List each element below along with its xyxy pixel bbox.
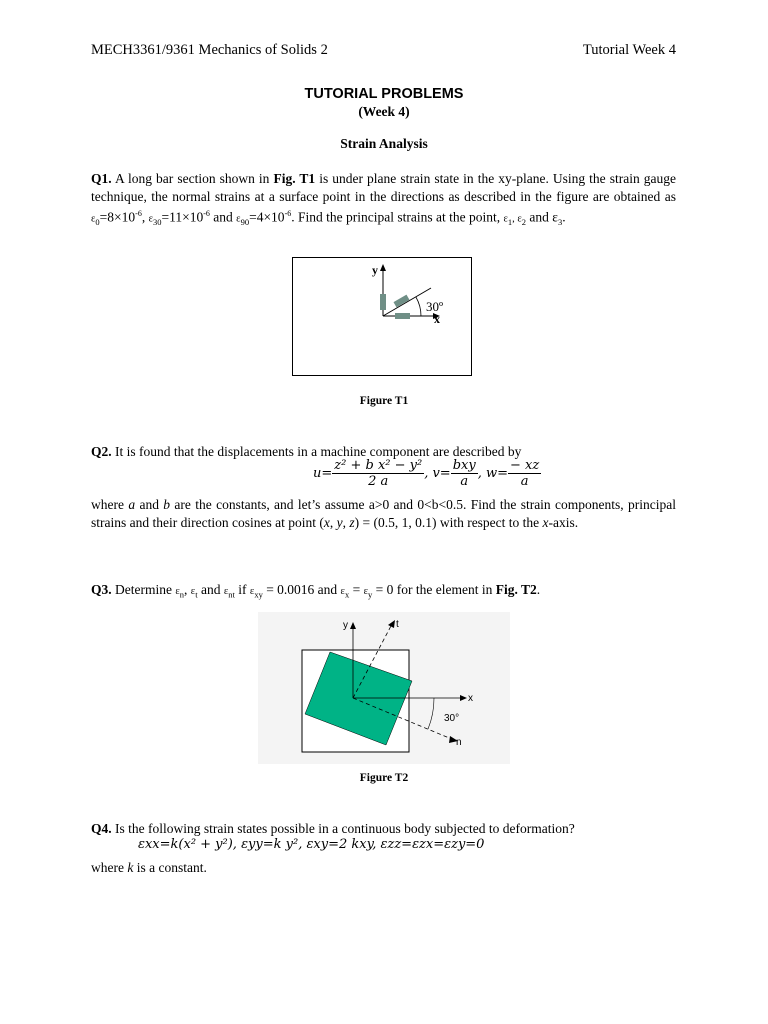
q2-v-den: a <box>460 474 469 489</box>
question-1 <box>91 170 676 232</box>
q3-fig-ref: Fig. T2 <box>495 582 537 597</box>
q3-text: if <box>234 582 250 597</box>
q3-text: = <box>349 582 364 597</box>
q3-text: . <box>536 582 541 597</box>
q1-strain-sub: 30 <box>153 217 162 228</box>
q2-u-den: 2 a <box>368 474 389 489</box>
q3-text: Determine <box>111 582 176 597</box>
q1-strain-val: =4×10 <box>249 209 285 225</box>
q3-text: , <box>184 582 191 597</box>
q3-label: Q3. <box>91 582 112 597</box>
q2-label: Q2. <box>91 444 112 459</box>
figure-t2-drawing <box>258 612 510 764</box>
q4-text: is a constant. <box>133 860 207 875</box>
q2-w-lhs: , w= <box>477 466 509 481</box>
q1-strain-val: =8×10 <box>99 209 136 225</box>
q1-strain-exp: -6 <box>203 209 210 218</box>
t1-x-label: x <box>434 312 440 326</box>
q2-var: x <box>323 514 330 530</box>
q1-principal-sub: 2 <box>521 217 527 228</box>
q1-strain-sub: 90 <box>240 217 250 228</box>
t1-y-label: y <box>372 263 378 277</box>
q2-u-num: z² + b x² − y² <box>334 458 423 473</box>
question-4 <box>91 820 676 838</box>
figure-t2-caption: Figure T2 <box>359 772 409 784</box>
q1-text: and <box>209 209 237 225</box>
q2-text: It is found that the displacements in a machine component are described by <box>111 444 522 459</box>
q3-strain: ε <box>175 586 180 597</box>
t2-n-label: n <box>456 737 462 748</box>
q2-w-den: a <box>520 474 529 489</box>
q2-v-lhs: , v= <box>424 466 451 481</box>
t1-gauge-0 <box>395 313 410 319</box>
q1-text: A long bar section shown in <box>111 171 274 186</box>
q2-equation <box>313 458 541 489</box>
q2-w-num: − xz <box>510 458 540 473</box>
header-course: MECH3361/9361 Mechanics of Solids 2 <box>91 42 328 58</box>
q2-text: and <box>135 497 164 512</box>
t2-t-label: t <box>396 619 399 630</box>
header-week: Tutorial Week 4 <box>582 42 676 58</box>
q1-principal-sub: 1 <box>507 217 513 228</box>
t1-gauge-90 <box>380 294 386 310</box>
q1-principal: ε <box>503 213 508 225</box>
question-4-continued <box>91 859 676 877</box>
q1-principal: and ε <box>526 209 558 225</box>
q2-v-num: bxy <box>452 458 476 473</box>
q3-text: and <box>197 582 224 597</box>
q4-var: k <box>127 860 134 875</box>
page-subtitle: (Week 4) <box>358 104 410 119</box>
q3-strain: ε <box>340 586 345 597</box>
q3-strain: ε <box>190 586 196 597</box>
q1-principal: , ε <box>512 213 522 225</box>
t1-angle-label: 30º <box>426 299 444 314</box>
q3-strain: ε <box>223 586 229 597</box>
q1-strain-val: =11×10 <box>161 209 204 225</box>
q1-text: . <box>562 209 566 225</box>
q4-label: Q4. <box>91 821 112 836</box>
t2-angle-label: 30° <box>444 713 460 724</box>
q3-strain-sub: t <box>195 589 198 600</box>
q3-strain-sub: xy <box>254 589 263 600</box>
q1-label: Q1. <box>91 171 112 186</box>
q3-strain: ε <box>249 586 255 597</box>
t2-y-label: y <box>343 620 348 631</box>
q4-text: Is the following strain states possible in a continuous body subjected to deformation? <box>111 821 575 836</box>
q2-var: a <box>128 497 136 512</box>
q1-strain: ε <box>148 213 153 225</box>
question-2-continued <box>91 496 676 531</box>
figure-t1-caption: Figure T1 <box>359 395 409 407</box>
section-title: Strain Analysis <box>340 136 428 151</box>
q1-text: . Find the principal strains at the point, <box>291 209 504 225</box>
question-3 <box>91 581 676 604</box>
q2-var: x <box>542 514 549 530</box>
t1-angle-arc <box>416 297 421 316</box>
q2-var: z <box>349 514 355 530</box>
q4-equation: εxx=k(x² + y²), εyy=k y², εxy=2 kxy, εzz=εzx=εzy=0 <box>138 837 485 852</box>
q3-strain-sub: n <box>179 589 185 600</box>
q4-text: where <box>91 860 128 875</box>
q2-text: where <box>91 497 129 512</box>
q3-strain: ε <box>363 586 369 597</box>
q2-w-frac <box>508 458 541 489</box>
q2-text: , <box>342 514 350 530</box>
t1-30deg-line <box>383 288 431 316</box>
q1-text: , <box>141 209 149 225</box>
q3-text: = 0.0016 and <box>262 582 341 597</box>
q1-strain-sub: 0 <box>95 217 100 228</box>
t1-y-arrow <box>380 264 386 271</box>
q1-strain-exp: -6 <box>135 209 142 218</box>
q2-text: are the constants, and let’s assume a>0 and 0<b<0.5. Find the strain components, principal strains and their direction cosines at point ( <box>91 497 676 530</box>
page-title: TUTORIAL PROBLEMS <box>304 86 464 102</box>
q2-text: -axis. <box>548 514 579 530</box>
figure-t1 <box>292 257 472 376</box>
q2-text: ) = (0.5, 1, 0.1) with respect to the <box>354 514 543 530</box>
q3-strain-sub: x <box>344 589 350 600</box>
q1-fig-ref: Fig. T1 <box>273 171 316 186</box>
t2-x-label: x <box>468 693 473 704</box>
q1-text: is under plane strain state in the xy-plane. Using the strain gauge technique, the normal strains at a surface point in the directions as described in the figure are obtained as <box>91 171 676 204</box>
figure-t2 <box>258 612 510 764</box>
q2-u-lhs: u= <box>313 466 333 481</box>
q2-v-frac <box>451 458 478 489</box>
q1-strain: ε <box>236 213 241 225</box>
q3-strain-sub: y <box>368 589 373 600</box>
q1-principal-sub: 3 <box>557 217 563 228</box>
q2-text: , <box>329 514 337 530</box>
q1-strain-exp: -6 <box>284 209 292 218</box>
q2-var: y <box>336 514 343 530</box>
q3-strain-sub: nt <box>228 589 235 600</box>
figure-t1-drawing <box>293 258 471 375</box>
q1-strain: ε <box>91 213 96 225</box>
q2-var: b <box>163 497 171 512</box>
q3-text: = 0 for the element in <box>372 582 496 597</box>
q2-u-frac <box>332 458 424 489</box>
